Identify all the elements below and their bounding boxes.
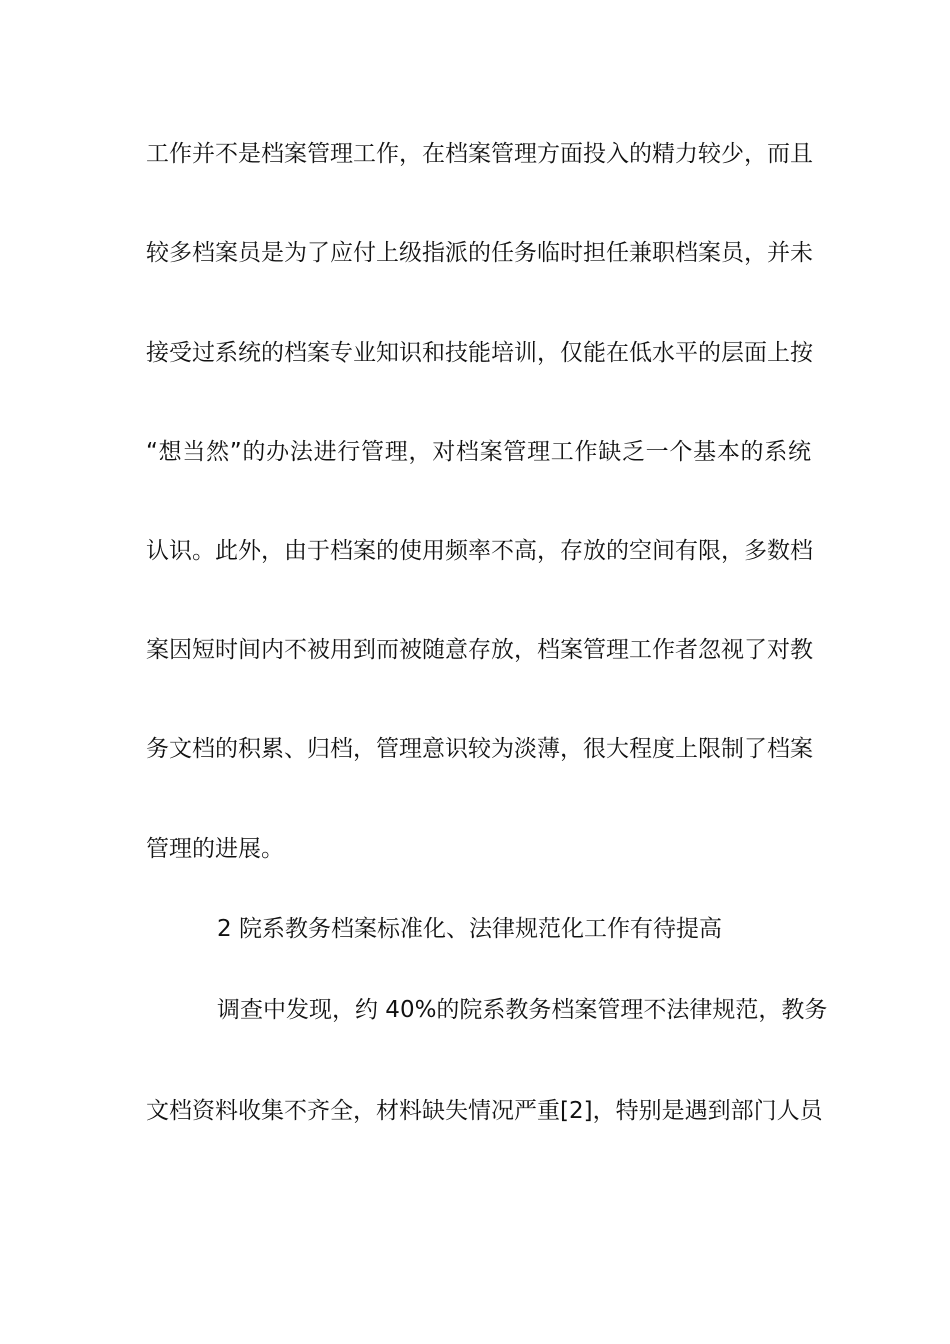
paragraph-line-last: 管理的进展。 — [146, 836, 284, 862]
paragraph-first-line: 调查中发现，约 40%的院系教务档案管理不法律规范，教务 — [217, 997, 828, 1023]
paragraph-line: 接受过系统的档案专业知识和技能培训，仅能在低水平的层面上按 — [146, 340, 813, 366]
paragraph-line: 文档资料收集不齐全，材料缺失情况严重[2]，特别是遇到部门人员 — [146, 1098, 823, 1124]
paragraph-line: “想当然”的办法进行管理，对档案管理工作缺乏一个基本的系统 — [146, 439, 811, 465]
paragraph-line: 工作并不是档案管理工作，在档案管理方面投入的精力较少，而且 — [146, 141, 813, 167]
section-heading: 2 院系教务档案标准化、法律规范化工作有待提高 — [217, 916, 722, 942]
paragraph-line: 较多档案员是为了应付上级指派的任务临时担任兼职档案员，并未 — [146, 240, 813, 266]
paragraph-line: 务文档的积累、归档，管理意识较为淡薄，很大程度上限制了档案 — [146, 736, 813, 762]
paragraph-line: 认识。此外，由于档案的使用频率不高，存放的空间有限，多数档 — [146, 538, 813, 564]
paragraph-line: 案因短时间内不被用到而被随意存放，档案管理工作者忽视了对教 — [146, 637, 813, 663]
